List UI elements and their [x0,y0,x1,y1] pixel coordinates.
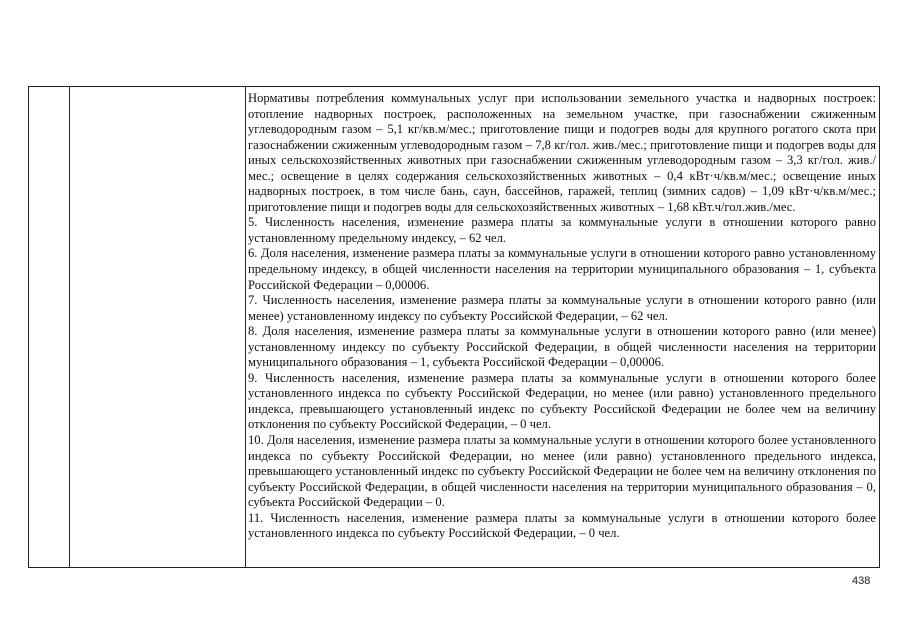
table-column-divider-2 [245,87,246,567]
table-column-divider-1 [69,87,70,567]
paragraph-item-8: 8. Доля населения, изменение размера платы за коммунальные услуги в отношении которого равно (или менее) установленному индексу по субъекту Российской Федерации, в общей численности населения на территории муниципального образования – 1, субъекта Российской Федерации – 0,00006. [248,324,876,370]
paragraph-item-11: 11. Численность населения, изменение размера платы за коммунальные услуги в отношении которого более установленного индекса по субъекту Российской Федерации, – 0 чел. [248,510,876,541]
paragraph-item-9: 9. Численность населения, изменение размера платы за коммунальные услуги в отношении которого более установленного индекса по субъекту Российской Федерации, но менее (или равно) установленного предельного индекса, превышающего установленный индекс по субъекту Российской Федерации не более чем на величину отклонения по субъекту Российской Федерации, – 0 чел. [248,370,876,432]
paragraph-item-7: 7. Численность населения, изменение размера платы за коммунальные услуги в отношении которого равно (или менее) установленному индексу по субъекту Российской Федерации, – 62 чел. [248,293,876,323]
paragraph-item-6: 6. Доля населения, изменение размера платы за коммунальные услуги в отношении которого равно установленному предельному индексу, в общей численности населения на территории муниципального образования – 1, субъекта Российской Федерации – 0,00006. [248,246,876,292]
table-cell-text [248,91,876,542]
paragraph-item-10: 10. Доля населения, изменение размера платы за коммунальные услуги в отношении которого более установленного индекса по субъекту Российской Федерации, но менее (или равно) установленного предельного индекса, превышающего установленный индекс по субъекту Российской Федерации не более чем на величину отклонения по субъекту Российской Федерации, в общей численности населения на территории муниципального образования – 0, субъекта Российской Федерации – 0. [248,433,876,510]
page-number: 438 [852,575,871,587]
document-table [28,86,880,568]
paragraph-norms: Нормативы потребления коммунальных услуг при использовании земельного участка и надворных построек: отопление надворных построек, расположенных на земельном участке, при газоснабжении сжиженным углеводородным газом – 5,1 кг/кв.м/мес.; приготовление пищи и подогрев воды для крупного рогатого скота при газоснабжении сжиженным углеводородным газом – 7,8 кг/гол. жив./мес.; приготовление пищи и подогрев воды для иных сельскохозяйственных животных при газоснабжении сжиженным углеводородным газом – 3,3 кг/гол. жив./мес.; освещение в целях содержания сельскохозяйственных животных – 0,4 кВт·ч/кв.м/мес.; освещение иных надворных построек, в том числе бань, саун, бассейнов, гаражей, теплиц (зимних садов) – 1,09 кВт·ч/кв.м/мес.; приготовление пищи и подогрев воды для сельскохозяйственных животных – 1,68 кВт.ч/гол.жив./мес. [248,91,876,214]
paragraph-item-5: 5. Численность населения, изменение размера платы за коммунальные услуги в отношении которого равно установленному предельному индексу, – 62 чел. [248,215,876,245]
